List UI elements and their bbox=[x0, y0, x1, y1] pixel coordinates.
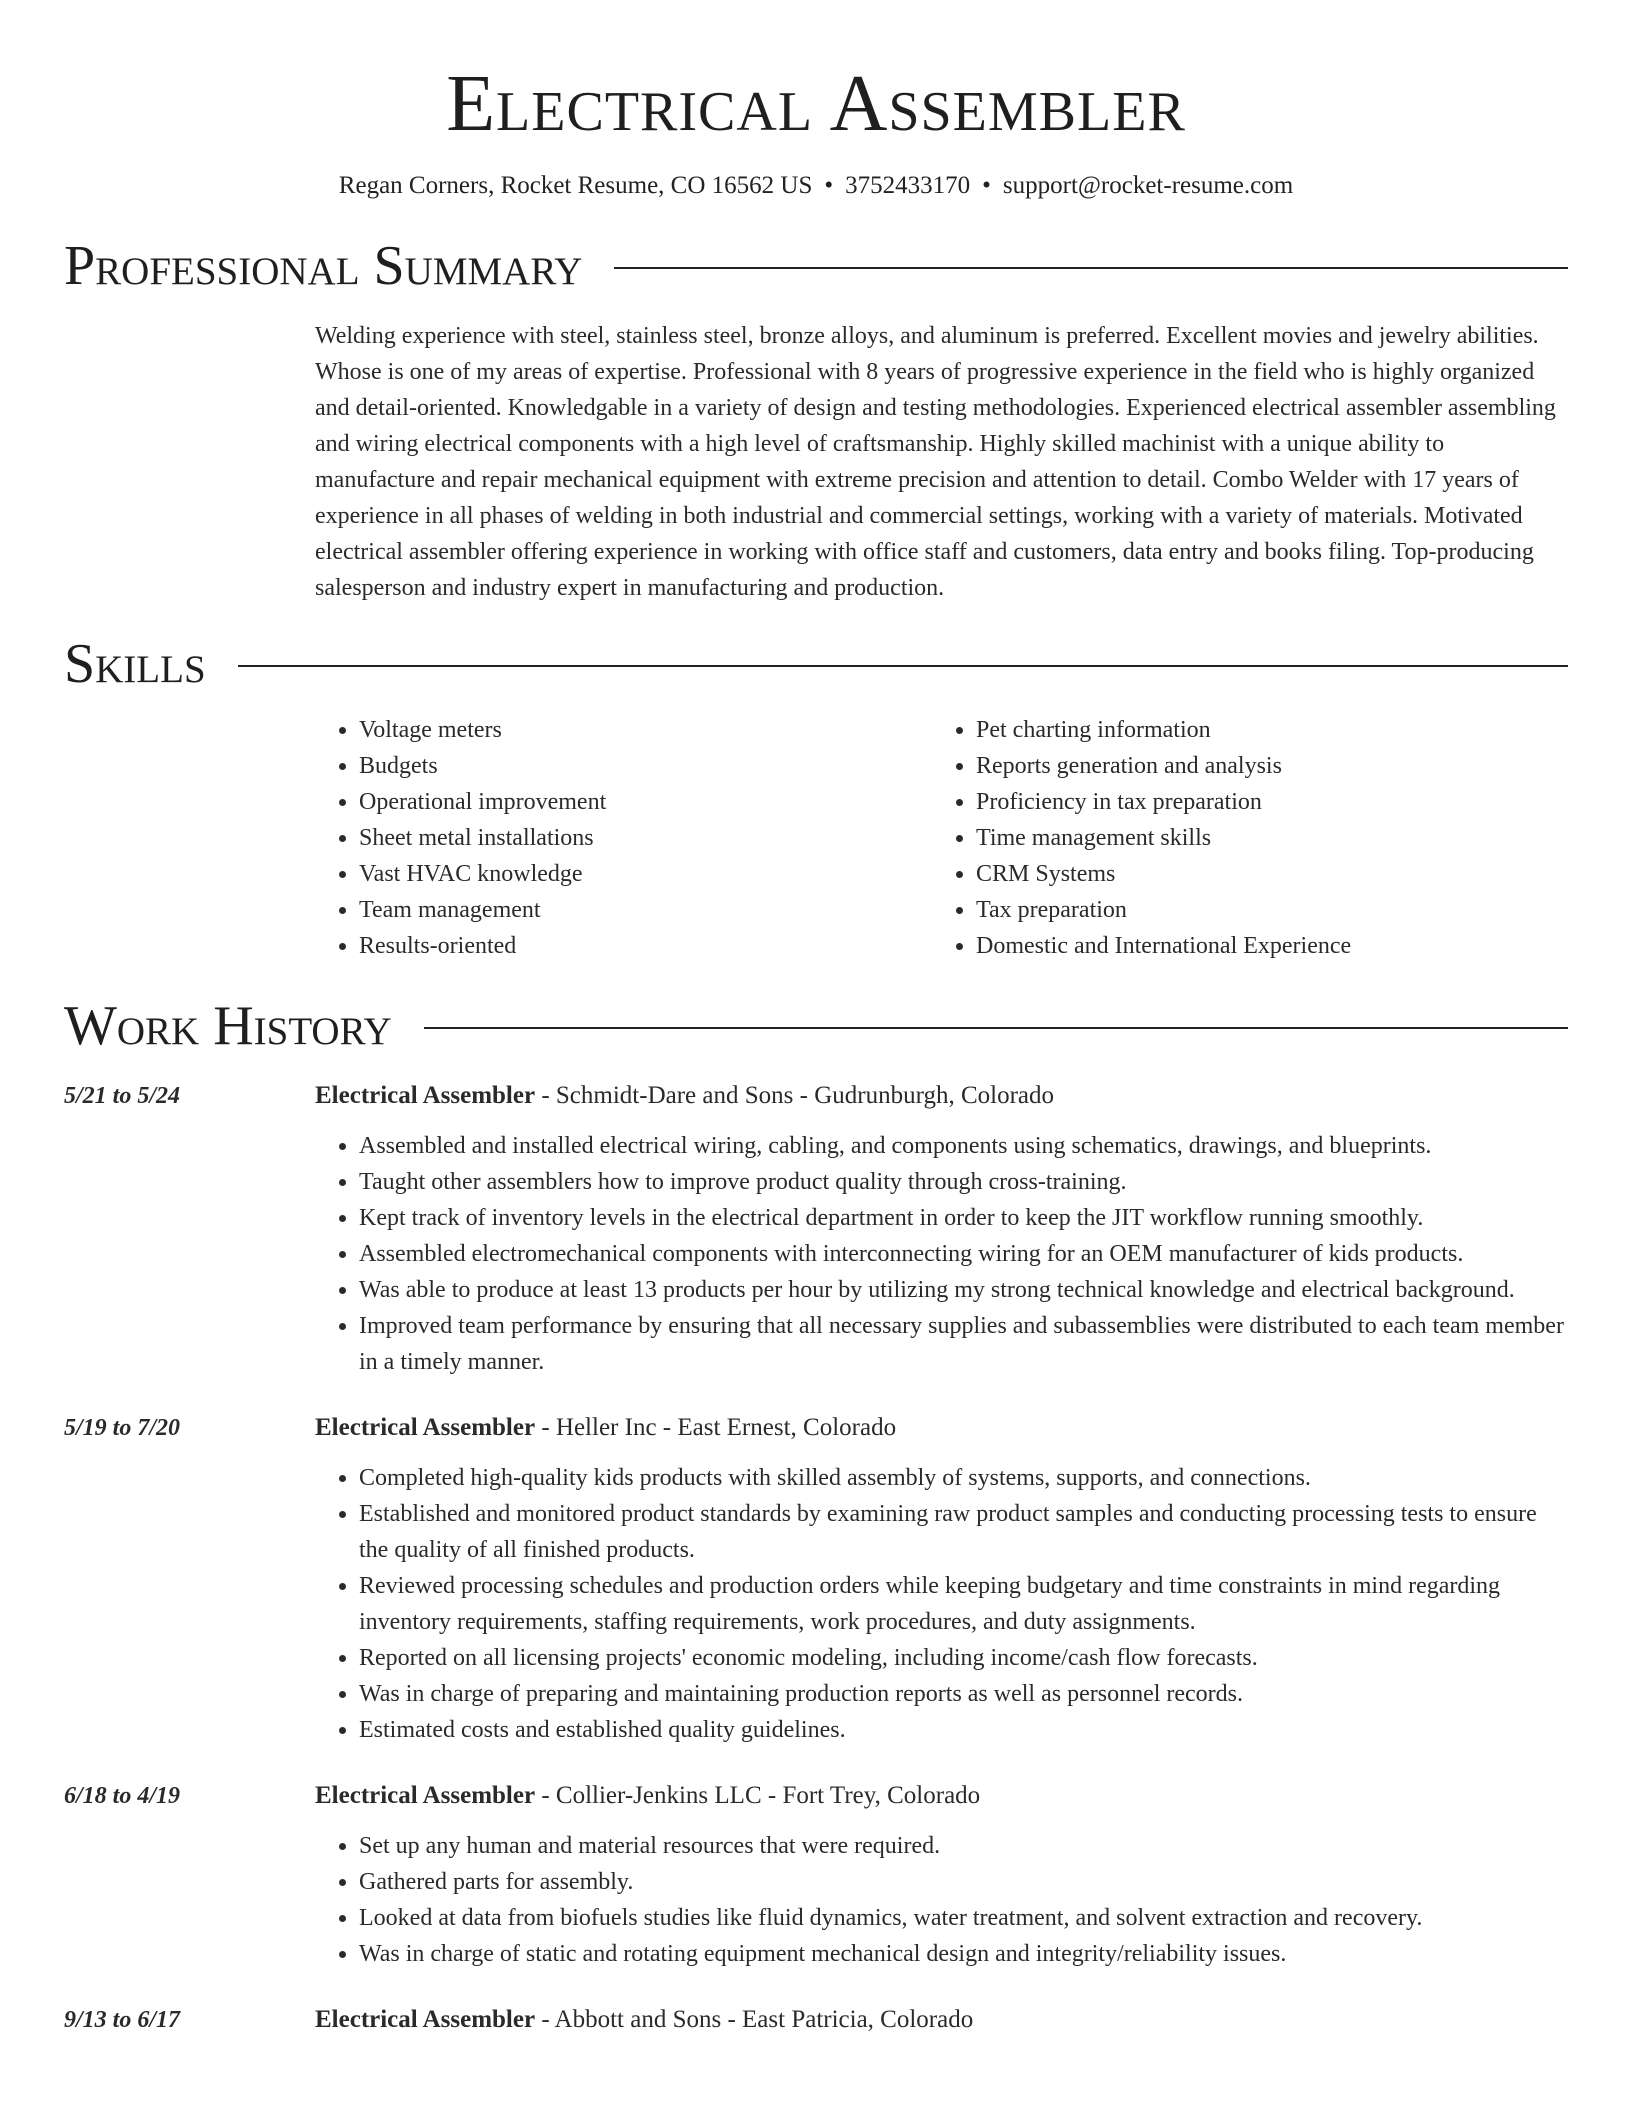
skill-item: • Team management bbox=[359, 892, 932, 928]
job-title: Electrical Assembler bbox=[315, 1782, 536, 1809]
job-dates: 5/21 to 5/24 bbox=[64, 1083, 181, 1109]
skill-item: • Tax preparation bbox=[976, 892, 1549, 928]
summary-title: Professional Summary bbox=[64, 235, 583, 297]
job-responsibilities bbox=[315, 1460, 1568, 1748]
job-bullet: • Improved team performance by ensuring that all necessary supplies and subassemblies were distributed to each team member in a timely manner. bbox=[359, 1308, 1568, 1380]
skills-column-right bbox=[932, 712, 1549, 964]
job-employer-location: - Abbott and Sons - East Patricia, Colorado bbox=[535, 2006, 974, 2033]
job-bullet: • Estimated costs and established quality guidelines. bbox=[359, 1712, 1568, 1748]
job-heading bbox=[315, 1078, 1568, 1114]
job-bullet: • Was in charge of static and rotating equipment mechanical design and integrity/reliability issues. bbox=[359, 1936, 1568, 1972]
job-employer-location: - Schmidt-Dare and Sons - Gudrunburgh, Colorado bbox=[535, 1082, 1054, 1109]
job-bullet: • Reviewed processing schedules and production orders while keeping budgetary and time constraints in mind regarding inventory requirements, staffing requirements, work procedures, and duty assignments. bbox=[359, 1568, 1568, 1640]
job-entry bbox=[64, 1778, 1568, 1972]
skills-list bbox=[315, 712, 1568, 964]
job-bullet: • Assembled and installed electrical wiring, cabling, and components using schematics, drawings, and blueprints. bbox=[359, 1128, 1568, 1164]
job-employer-location: - Heller Inc - East Ernest, Colorado bbox=[535, 1414, 897, 1441]
job-bullet: • Taught other assemblers how to improve product quality through cross-training. bbox=[359, 1164, 1568, 1200]
contact-phone: 3752433170 bbox=[845, 172, 971, 199]
job-bullet: • Set up any human and material resources that were required. bbox=[359, 1828, 1568, 1864]
job-bullet: • Looked at data from biofuels studies like fluid dynamics, water treatment, and solvent extraction and recovery. bbox=[359, 1900, 1568, 1936]
section-divider bbox=[238, 665, 1568, 667]
job-responsibilities bbox=[315, 1128, 1568, 1380]
skill-item: • Domestic and International Experience bbox=[976, 928, 1549, 964]
skill-item: • Time management skills bbox=[976, 820, 1549, 856]
job-body bbox=[315, 2002, 1568, 2038]
work-history-title: Work History bbox=[64, 995, 392, 1057]
skill-item: • Proficiency in tax preparation bbox=[976, 784, 1549, 820]
summary-section-heading bbox=[64, 234, 1568, 298]
job-heading bbox=[315, 2002, 1568, 2038]
job-heading bbox=[315, 1778, 1568, 1814]
skill-item: • Pet charting information bbox=[976, 712, 1549, 748]
contact-separator: • bbox=[982, 172, 991, 199]
job-heading bbox=[315, 1410, 1568, 1446]
skill-item: • Budgets bbox=[359, 748, 932, 784]
job-bullet: • Gathered parts for assembly. bbox=[359, 1864, 1568, 1900]
job-bullet: • Was in charge of preparing and maintaining production reports as well as personnel records. bbox=[359, 1676, 1568, 1712]
job-bullet: • Established and monitored product standards by examining raw product samples and conducting processing tests to ensure the quality of all finished products. bbox=[359, 1496, 1568, 1568]
job-dates: 6/18 to 4/19 bbox=[64, 1783, 181, 1809]
job-bullet: • Completed high-quality kids products with skilled assembly of systems, supports, and connections. bbox=[359, 1460, 1568, 1496]
job-bullet: • Kept track of inventory levels in the electrical department in order to keep the JIT workflow running smoothly. bbox=[359, 1200, 1568, 1236]
job-bullet: • Assembled electromechanical components with interconnecting wiring for an OEM manufacturer of kids products. bbox=[359, 1236, 1568, 1272]
job-dates: 5/19 to 7/20 bbox=[64, 1415, 181, 1441]
job-employer-location: - Collier-Jenkins LLC - Fort Trey, Colorado bbox=[535, 1782, 981, 1809]
skill-item: • Results-oriented bbox=[359, 928, 932, 964]
job-body bbox=[315, 1778, 1568, 1972]
work-history-section-heading bbox=[64, 994, 1568, 1058]
candidate-name: Electrical Assembler bbox=[446, 60, 1186, 148]
job-entry bbox=[64, 2002, 1568, 2038]
contact-address: Regan Corners, Rocket Resume, CO 16562 US bbox=[338, 172, 813, 199]
job-entry bbox=[64, 1078, 1568, 1380]
job-body bbox=[315, 1410, 1568, 1748]
summary-text: Welding experience with steel, stainless steel, bronze alloys, and aluminum is preferred. Excellent movies and jewelry abilities. Whose is one of my areas of expertise. Professional with 8 years of progressive experience in the field who is highly organized and detail-oriented. Knowledgable in a variety of design and testing methodologies. Experienced electrical assembler assembling and wiring electrical components with a high level of craftsmanship. Highly skilled machinist with a unique ability to manufacture and repair mechanical equipment with extreme precision and attention to detail. Combo Welder with 17 years of experience in all phases of welding in both industrial and commercial settings, working with a variety of materials. Motivated electrical assembler offering experience in working with office staff and customers, data entry and books filing. Top-producing salesperson and industry expert in manufacturing and production. bbox=[315, 323, 1556, 601]
job-title: Electrical Assembler bbox=[315, 2006, 536, 2033]
skills-title: Skills bbox=[64, 633, 206, 695]
skills-section-heading bbox=[64, 632, 1568, 696]
contact-line bbox=[64, 170, 1568, 202]
skill-item: • Vast HVAC knowledge bbox=[359, 856, 932, 892]
skill-item: • Sheet metal installations bbox=[359, 820, 932, 856]
skills-column-left bbox=[315, 712, 932, 964]
skill-item: • Reports generation and analysis bbox=[976, 748, 1549, 784]
job-entry bbox=[64, 1410, 1568, 1748]
job-bullet: • Was able to produce at least 13 products per hour by utilizing my strong technical knowledge and electrical background. bbox=[359, 1272, 1568, 1308]
skill-item: • Voltage meters bbox=[359, 712, 932, 748]
contact-email: support@rocket-resume.com bbox=[1002, 172, 1294, 199]
job-responsibilities bbox=[315, 1828, 1568, 1972]
section-divider bbox=[424, 1027, 1568, 1029]
contact-separator: • bbox=[824, 172, 834, 199]
skill-item: • CRM Systems bbox=[976, 856, 1549, 892]
job-bullet: • Reported on all licensing projects' economic modeling, including income/cash flow forecasts. bbox=[359, 1640, 1568, 1676]
job-body bbox=[315, 1078, 1568, 1380]
section-divider bbox=[614, 267, 1568, 269]
job-title: Electrical Assembler bbox=[315, 1082, 536, 1109]
skill-item: • Operational improvement bbox=[359, 784, 932, 820]
job-title: Electrical Assembler bbox=[315, 1414, 536, 1441]
job-dates: 9/13 to 6/17 bbox=[64, 2007, 181, 2033]
